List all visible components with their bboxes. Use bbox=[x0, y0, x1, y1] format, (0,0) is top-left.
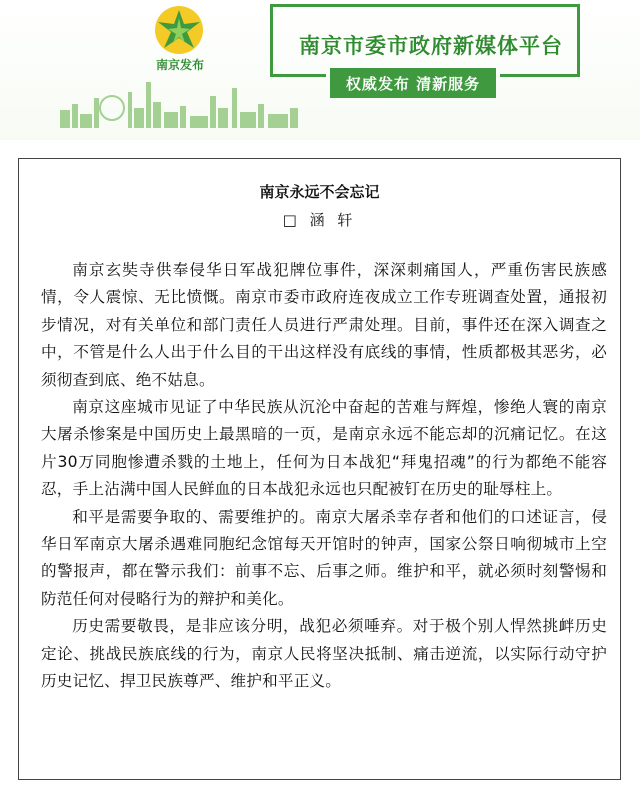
article-paragraph: 南京玄奘寺供奉侵华日军战犯牌位事件，深深刺痛国人，严重伤害民族感情，令人震惊、无比愤慨。南京市委市政府连夜成立工作专班调查处置，通报初步情况，对有关单位和部门责任人员进行严肃处理。目前，事件还在深入调查之中，不管是什么人出于什么目的干出这样没有底线的事情，性质都极其恶劣，必须彻查到底、绝不姑息。 bbox=[41, 261, 607, 389]
banner-title: 南京市委市政府新媒体平台 bbox=[299, 34, 563, 58]
banner-slogan: 权威发布 清新服务 bbox=[330, 68, 496, 98]
article-paragraph: 和平是需要争取的、需要维护的。南京大屠杀幸存者和他们的口述证言，侵华日军南京大屠杀遇难同胞纪念馆每天开馆时的钟声，国家公祭日响彻城市上空的警报声，都在警示我们：前事不忘、后事之师。维护和平，就必须时刻警惕和防范任何对侵略行为的辩护和美化。 bbox=[41, 507, 607, 608]
article-author: □ 涵 轩 bbox=[282, 211, 357, 229]
city-skyline-icon bbox=[60, 78, 310, 128]
header-banner bbox=[0, 0, 640, 140]
logo-text: 南京发布 bbox=[155, 58, 204, 72]
article-paragraph: 历史需要敬畏，是非应该分明，战犯必须唾弃。对于极个别人悍然挑衅历史定论、挑战民族底线的行为，南京人民将坚决抵制、痛击逆流，以实际行动守护历史记忆、捍卫民族尊严、维护和平正义。 bbox=[41, 617, 607, 691]
article-paragraph: 南京这座城市见证了中华民族从沉沦中奋起的苦难与辉煌，惨绝人寰的南京大屠杀惨案是中国历史上最黑暗的一页，是南京永远不能忘却的沉痛记忆。在这片30万同胞惨遭杀戮的土地上，任何为日本战犯“拜鬼招魂”的行为都绝不能容忍，手上沾满中国人民鲜血的日本战犯永远也只配被钉在历史的耻辱柱上。 bbox=[41, 398, 607, 499]
banner-frame-line-left bbox=[270, 74, 326, 77]
banner-frame-line-right bbox=[500, 74, 580, 77]
article-title: 南京永远不会忘记 bbox=[259, 183, 380, 201]
article-box bbox=[18, 158, 621, 780]
nanjing-fabu-logo-icon bbox=[150, 4, 208, 56]
article-body bbox=[41, 257, 607, 696]
